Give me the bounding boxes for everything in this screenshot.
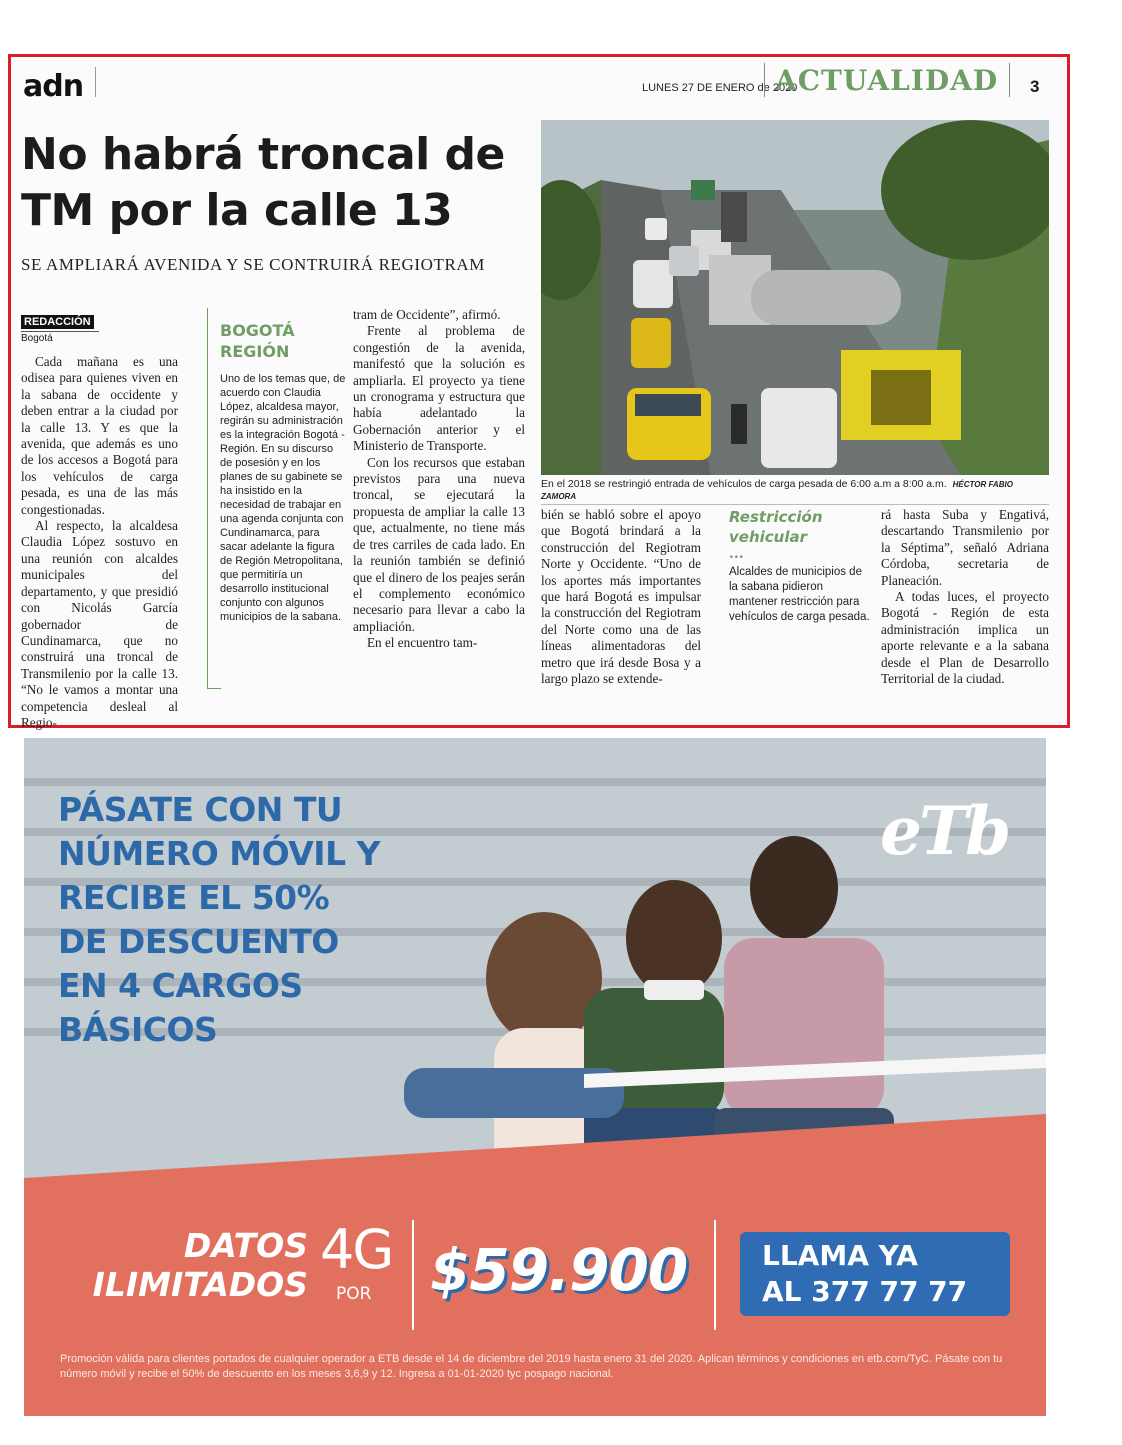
headline-line: TM por la calle 13: [21, 185, 453, 236]
headline-line: No habrá troncal de: [21, 129, 505, 180]
sidebar-text: Uno de los temas que, de acuerdo con Claudia López, alcaldesa mayor, regirán su administración es la integración Bogotá - Región. En su discurso de posesión y en los planes de su gabinete se ha insistido en la necesidad de trabajar en una agenda conjunta con Cundinamarca, para sacar adelante la figura de Región Metropolitana, que permitiría un desarrollo institucional conjunto con algunos municipios de la sabana.: [220, 373, 346, 623]
ad-headline-line: NÚMERO MÓVIL Y: [58, 834, 380, 873]
sidebar-title: [220, 320, 347, 362]
traffic-photo-illustration: [541, 120, 1049, 475]
paragraph: A todas luces, el proyecto Bogotá - Región de esta administración implica un aporte relevante e a la sabana desde el Plan de Desarrollo Territorial de la ciudad.: [881, 589, 1049, 687]
page-number: 3: [1030, 77, 1040, 96]
ad-datos-line: DATOS: [183, 1226, 308, 1265]
masthead-divider: [95, 67, 96, 97]
ad-divider: [714, 1220, 716, 1330]
paragraph: Frente al problema de congestión de la avenida, manifestó que la solución es ampliarla. El proyecto ya tiene un cronograma y estructura que había adelantado la Gobernación anterior y el Ministerio de Transporte.: [353, 323, 525, 454]
article-frame: [8, 54, 1070, 728]
ad-4g-label: 4G: [320, 1218, 393, 1281]
byline-place: Bogotá: [21, 331, 99, 344]
ad-headline-line: EN 4 CARGOS: [58, 966, 303, 1005]
photo-credit: HÉCTOR FABIO ZAMORA: [541, 480, 1013, 501]
ad-datos-ilimitados: [58, 1226, 308, 1304]
callout-title-line: Restricción: [729, 508, 823, 526]
ad-headline-line: RECIBE EL 50%: [58, 878, 330, 917]
ad-price: $59.900: [430, 1236, 688, 1304]
callout-box: [729, 507, 871, 625]
paragraph: rá hasta Suba y Engativá, descartando Transmilenio por la Séptima”, señaló Adriana Córdoba, secretaria de Planeación.: [881, 507, 1049, 588]
subheadline: SE AMPLIARÁ AVENIDA Y SE CONTRUIRÁ REGIOTRAM: [21, 255, 486, 274]
paragraph: bién se habló sobre el apoyo que Bogotá brindará a la construcción del Regiotram Norte y Occidente. “Uno de los aportes más importantes que hará Bogotá es impulsar la construcción del Regiotram del Norte como una de las líneas alimentadoras del metro que irá desde Bosa y a largo plazo se extende-: [541, 507, 701, 687]
traffic-photo: [541, 120, 1049, 475]
ad-headline-line: PÁSATE CON TU: [58, 790, 343, 829]
callout-dots: ...: [729, 546, 744, 562]
ad-cta-line: AL 377 77 77: [762, 1275, 968, 1308]
ad-legal-text: Promoción válida para clientes portados de cualquier operador a ETB desde el 14 de diciembre del 2019 hasta enero 31 del 2020. Aplican términos y condiciones en etb.com/TyC. Pásate con tu número móvil y recibe el 50% de descuento en los meses 3,6,9 y 12. Ingresa a 01-01-2020 tyc pospago nacional.: [60, 1353, 1003, 1380]
paragraph: Con los recursos que estaban previstos para una nueva troncal, se ejecutará la propuesta de ampliar la calle 13 que, actualmente, no tiene más de tres carriles de cada lado. En la reunión también se definió que el dinero de los peajes serán el complemento económico necesario para llevar a cabo la ampliación.: [353, 454, 525, 634]
sidebar-title-line: REGIÓN: [220, 342, 290, 361]
article-column-1: [21, 354, 178, 731]
etb-logo: eTb: [880, 792, 1009, 870]
ad-cta-line: LLAMA YA: [762, 1239, 918, 1272]
ad-headline-line: DE DESCUENTO: [58, 922, 339, 961]
byline: [21, 310, 99, 344]
newspaper-logo: adn: [23, 69, 84, 104]
section-name: ACTUALIDAD: [775, 64, 999, 97]
sidebar-bogota-region: [207, 308, 347, 688]
photo-caption: [541, 478, 1049, 505]
headline: [21, 127, 541, 239]
article-column-3: [353, 307, 525, 652]
paragraph: Cada mañana es una odisea para quienes viven en la sabana de occidente y deben entrar a la ciudad por la calle 13. Y es que la avenida, que además es uno de los accesos a Bogotá para los vehículos de carga pesada, es una de las más congestionadas.: [21, 354, 178, 517]
ad-divider: [412, 1220, 414, 1330]
caption-text: En el 2018 se restringió entrada de vehículos de carga pesada de 6:00 a.m a 8:00 a.m.: [541, 478, 947, 490]
paragraph: tram de Occidente”, afirmó.: [353, 307, 501, 322]
ad-headline-line: BÁSICOS: [58, 1010, 218, 1049]
callout-text: Alcaldes de municipios de la sabana pidieron mantener restricción para vehículos de carga pesada.: [729, 566, 870, 623]
sidebar-end-rule: [207, 688, 221, 689]
callout-title-line: vehicular: [729, 528, 808, 546]
article-column-6: [881, 507, 1049, 687]
ad-call-button: [740, 1232, 1010, 1316]
issue-date: LUNES 27 DE ENERO de 2020: [642, 82, 798, 94]
article-column-4: [541, 507, 701, 687]
etb-advertisement: [24, 738, 1046, 1416]
ad-por-label: POR: [336, 1284, 372, 1304]
callout-title: [729, 507, 871, 547]
paragraph: En el encuentro tam-: [367, 635, 478, 651]
ad-headline: [58, 788, 458, 1052]
paragraph: Al respecto, la alcaldesa Claudia López sostuvo en una reunión con alcaldes municipales del departamento, y que presidió con Nicolás García gobernador de Cundinamarca, que no construirá una troncal de Transmilenio por la calle 13. “No le vamos a montar una competencia desleal al Regio-: [21, 518, 178, 730]
sidebar-title-line: BOGOTÁ: [220, 321, 295, 340]
ad-datos-line: ILIMITADOS: [92, 1265, 308, 1304]
byline-label: REDACCIÓN: [21, 315, 94, 329]
